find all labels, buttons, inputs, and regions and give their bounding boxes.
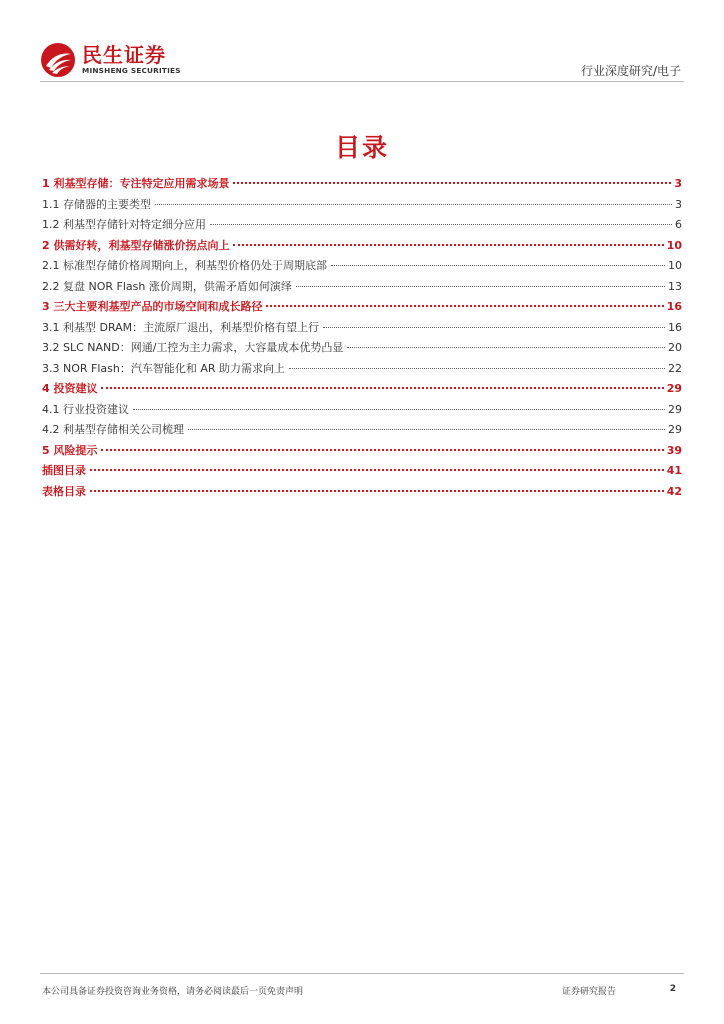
toc-entry-page: 3 <box>674 177 682 190</box>
toc-entry-label: 5 风险提示 <box>42 443 98 457</box>
company-logo <box>40 42 188 82</box>
table-of-contents <box>42 174 682 502</box>
toc-subsection-entry[interactable] <box>42 215 682 236</box>
toc-entry-label: 3.3 NOR Flash：汽车智能化和 AR 助力需求向上 <box>42 361 286 375</box>
toc-entry-page: 41 <box>666 464 682 477</box>
footer-disclaimer: 本公司具备证券投资咨询业务资格，请务必阅读最后一页免责声明 <box>42 987 304 997</box>
toc-entry-label: 1 利基型存储：专注特定应用需求场景 <box>42 177 230 190</box>
page-number: 2 <box>669 984 676 994</box>
toc-entry-label: 1.1 存储器的主要类型 <box>42 197 151 211</box>
toc-subsection-entry[interactable] <box>42 420 682 441</box>
toc-dot-leader <box>155 204 672 205</box>
toc-entry-page: 22 <box>668 361 682 375</box>
toc-entry-page: 29 <box>668 402 682 416</box>
toc-dot-leader <box>90 490 664 492</box>
toc-entry-page: 29 <box>666 382 682 395</box>
toc-subsection-entry[interactable] <box>42 400 682 421</box>
toc-dot-leader <box>101 449 663 451</box>
toc-subsection-entry[interactable] <box>42 195 682 216</box>
toc-section-entry[interactable] <box>42 236 682 257</box>
toc-entry-label: 1.2 利基型存储针对特定细分应用 <box>42 218 206 231</box>
page-header <box>0 0 724 90</box>
toc-dot-leader <box>101 387 663 389</box>
toc-entry-label: 2.2 复盘 NOR Flash 涨价周期，供需矛盾如何演绎 <box>42 279 292 293</box>
toc-section-entry[interactable] <box>42 379 682 400</box>
toc-section-entry[interactable] <box>42 297 682 318</box>
toc-entry-page: 6 <box>675 218 682 231</box>
toc-subsection-entry[interactable] <box>42 318 682 339</box>
toc-entry-page: 3 <box>675 197 682 211</box>
toc-entry-label: 4.1 行业投资建议 <box>42 402 129 416</box>
toc-title: 目录 <box>334 133 389 162</box>
toc-dot-leader <box>233 244 663 246</box>
toc-subsection-entry[interactable] <box>42 338 682 359</box>
toc-entry-page: 29 <box>668 423 682 436</box>
toc-dot-leader <box>233 182 671 184</box>
footer-report-type: 证券研究报告 <box>562 987 617 997</box>
logo-chinese-name: 民生证券 <box>82 43 166 67</box>
toc-entry-label: 3 三大主要利基型产品的市场空间和成长路径 <box>42 300 263 313</box>
toc-dot-leader <box>289 368 665 369</box>
toc-dot-leader <box>296 286 665 287</box>
report-category: 行业深度研究/电子 <box>580 64 681 78</box>
toc-dot-leader <box>90 469 664 471</box>
toc-entry-label: 4 投资建议 <box>42 382 98 395</box>
toc-dot-leader <box>331 265 665 266</box>
toc-dot-leader <box>347 347 665 348</box>
toc-subsection-entry[interactable] <box>42 277 682 298</box>
header-divider <box>40 81 684 82</box>
toc-entry-page: 10 <box>666 238 682 252</box>
toc-entry-label: 2 供需好转，利基型存储涨价拐点向上 <box>42 238 230 252</box>
footer-divider <box>40 973 684 974</box>
toc-entry-label: 3.2 SLC NAND：网通/工控为主力需求，大容量成本优势凸显 <box>42 341 344 354</box>
toc-entry-label: 2.1 标准型存储价格周期向上，利基型价格仍处于周期底部 <box>42 259 327 272</box>
toc-entry-page: 16 <box>666 300 682 313</box>
toc-entry-page: 10 <box>668 259 682 272</box>
toc-entry-page: 20 <box>668 341 682 354</box>
toc-section-entry[interactable] <box>42 441 682 462</box>
toc-dot-leader <box>323 327 665 328</box>
toc-subsection-entry[interactable] <box>42 359 682 380</box>
toc-dot-leader <box>266 305 663 307</box>
toc-entry-page: 42 <box>666 484 682 498</box>
toc-entry-page: 39 <box>666 443 682 457</box>
logo-english-name: MINSHENG SECURITIES <box>82 66 181 75</box>
toc-section-entry[interactable] <box>42 461 682 482</box>
toc-entry-label: 插图目录 <box>42 464 86 477</box>
toc-subsection-entry[interactable] <box>42 256 682 277</box>
toc-entry-page: 16 <box>668 320 682 334</box>
toc-dot-leader <box>133 409 665 410</box>
toc-entry-label: 4.2 利基型存储相关公司梳理 <box>42 423 184 436</box>
toc-entry-page: 13 <box>668 279 682 293</box>
toc-dot-leader <box>210 224 672 225</box>
toc-entry-label: 3.1 利基型 DRAM：主流原厂退出，利基型价格有望上行 <box>42 320 320 334</box>
minsheng-logo-icon <box>40 42 76 78</box>
toc-dot-leader <box>188 429 665 430</box>
toc-entry-label: 表格目录 <box>42 484 86 498</box>
toc-section-entry[interactable] <box>42 174 682 195</box>
toc-section-entry[interactable] <box>42 482 682 503</box>
